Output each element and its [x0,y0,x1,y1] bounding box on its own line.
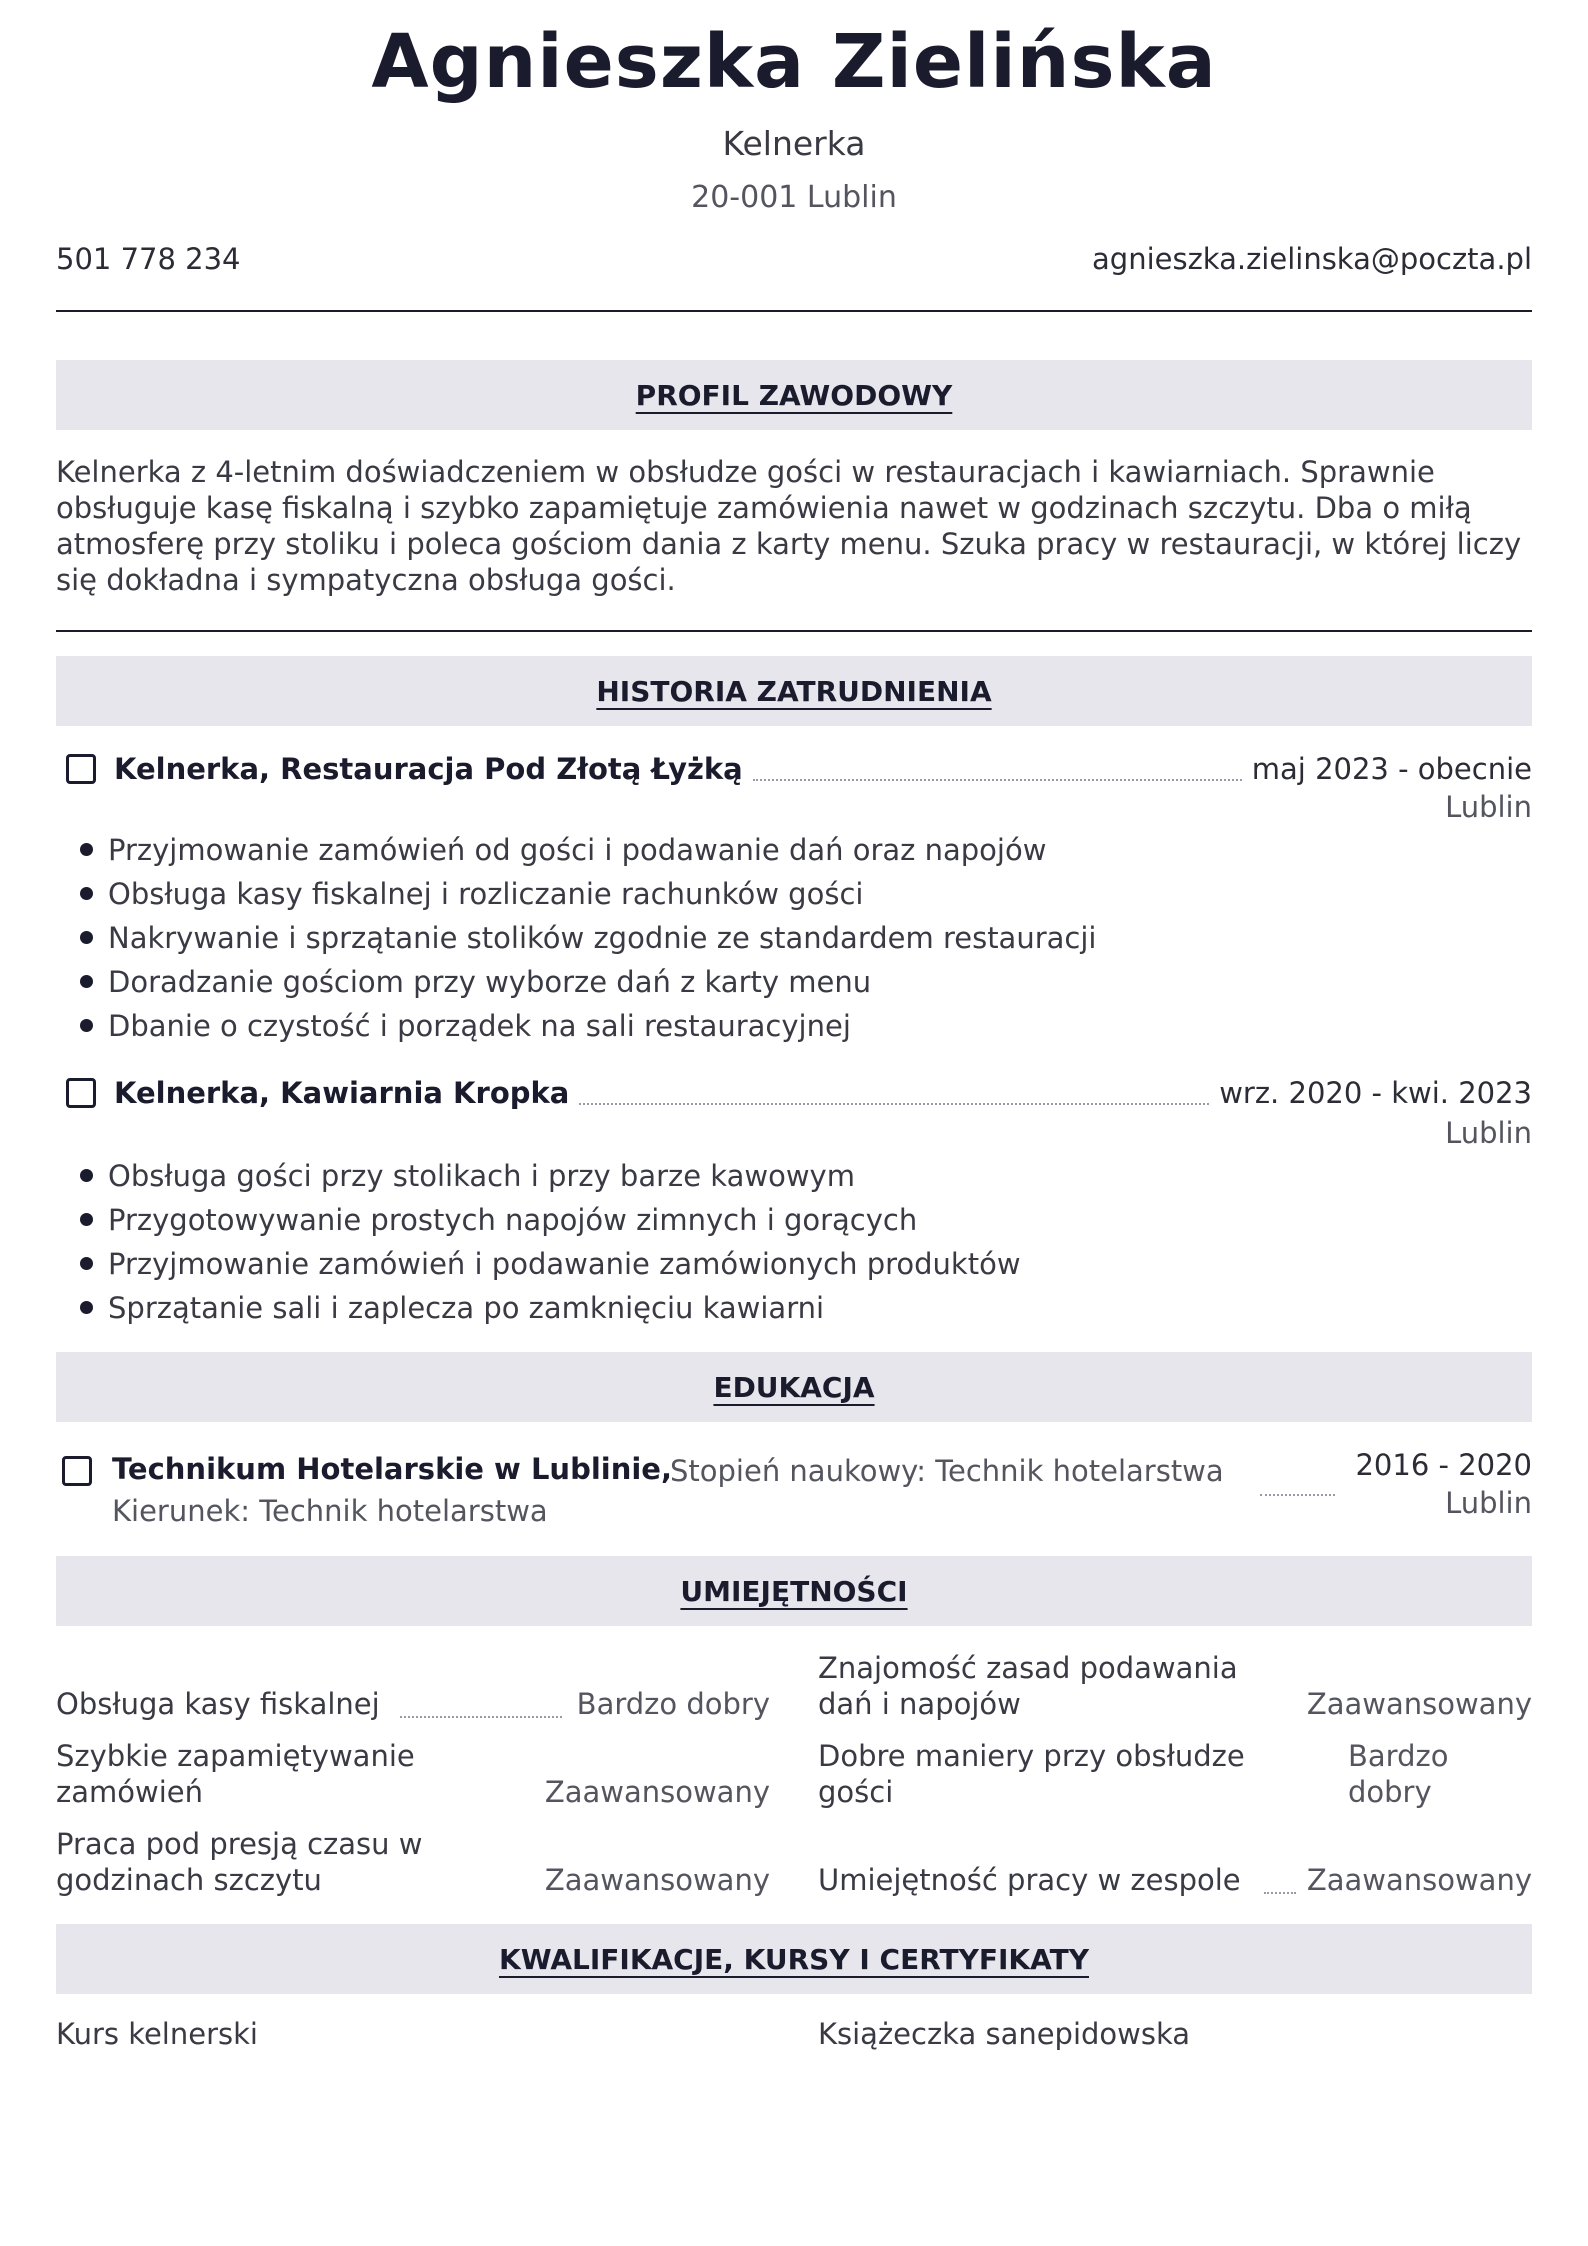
candidate-phone: 501 778 234 [56,242,241,276]
job-entry-2 [56,1076,1532,1110]
skill-level: Zaawansowany [544,1775,770,1809]
skill-name: Umiejętność pracy w zespole [818,1863,1241,1897]
skill-level: Zaawansowany [544,1863,770,1897]
list-item: Przyjmowanie zamówień od gości i podawanie dań oraz napojów [76,828,1096,872]
education-field: Kierunek: Technik hotelarstwa [112,1494,548,1528]
job-duties-1 [76,828,1096,1048]
section-header-skills [56,1556,1532,1626]
job-city: Lublin [1445,790,1532,824]
skill-level: Bardzo dobry [1348,1739,1449,1809]
checkbox-icon [66,1078,96,1108]
dotted-leader [753,757,1242,781]
list-item: Przyjmowanie zamówień i podawanie zamówionych produktów [76,1242,1021,1286]
section-title-skills: UMIEJĘTNOŚCI [680,1574,908,1608]
cert-item: Książeczka sanepidowska [818,2017,1191,2051]
skill-name: Znajomość zasad podawania dań i napojów [818,1651,1238,1721]
job-title: Kelnerka, Restauracja Pod Złotą Łyżką [114,752,743,786]
skill-name: Szybkie zapamiętywanie zamówień [56,1739,415,1809]
list-item: Doradzanie gościom przy wyborze dań z karty menu [76,960,1096,1004]
header-divider [56,310,1532,312]
profile-divider [56,630,1532,632]
section-title-certs: KWALIFIKACJE, KURSY I CERTYFIKATY [499,1942,1089,1976]
section-header-history [56,656,1532,726]
job-city: Lublin [1445,1116,1532,1150]
cert-item: Kurs kelnerski [56,2017,258,2051]
job-entry-1 [56,752,1532,786]
education-dates: 2016 - 2020 [1355,1448,1532,1482]
job-dates: maj 2023 - obecnie [1251,752,1532,786]
education-school: Technikum Hotelarskie w Lublinie, [112,1452,672,1486]
dotted-leader [1260,1492,1335,1496]
skill-level: Zaawansowany [1306,1687,1532,1721]
checkbox-icon [66,754,96,784]
list-item: Obsługa gości przy stolikach i przy barze kawowym [76,1154,1021,1198]
dotted-leader [1264,1890,1296,1894]
candidate-name: Agnieszka Zielińska [371,19,1217,105]
section-title-history: HISTORIA ZATRUDNIENIA [596,674,992,708]
profile-summary: Kelnerka z 4-letnim doświadczeniem w obsłudze gości w restauracjach i kawiarniach. Sprawnie obsługuje kasę fiskalną i szybko zapamiętuje zamówienia nawet w godzinach szczytu. Dba o miłą atmosferę przy stoliku i poleca gościom dania z karty menu. Szuka pracy w restauracji, w której liczy się dokładna i sympatyczna obsługa gości. [56,455,1522,597]
list-item: Dbanie o czystość i porządek na sali restauracyjnej [76,1004,1096,1048]
job-title: Kelnerka, Kawiarnia Kropka [114,1076,570,1110]
section-title-profile: PROFIL ZAWODOWY [635,378,953,412]
candidate-email: agnieszka.zielinska@poczta.pl [1092,242,1532,276]
dotted-leader [400,1714,562,1718]
skill-name: Praca pod presją czasu w godzinach szczytu [56,1827,423,1897]
dotted-leader [579,1081,1209,1105]
section-header-profile [56,360,1532,430]
list-item: Nakrywanie i sprzątanie stolików zgodnie ze standardem restauracji [76,916,1096,960]
list-item: Sprzątanie sali i zaplecza po zamknięciu kawiarni [76,1286,1021,1330]
checkbox-icon [62,1456,92,1486]
job-dates: wrz. 2020 - kwi. 2023 [1219,1076,1532,1110]
skill-name: Obsługa kasy fiskalnej [56,1687,380,1721]
education-city: Lublin [1445,1486,1532,1520]
section-header-certs [56,1924,1532,1994]
skill-name: Dobre maniery przy obsłudze gości [818,1739,1245,1809]
list-item: Obsługa kasy fiskalnej i rozliczanie rachunków gości [76,872,1096,916]
list-item: Przygotowywanie prostych napojów zimnych i gorących [76,1198,1021,1242]
skill-level: Zaawansowany [1306,1863,1532,1897]
section-header-education [56,1352,1532,1422]
candidate-title: Kelnerka [722,124,866,163]
education-degree: Stopień naukowy: Technik hotelarstwa [670,1454,1224,1488]
job-duties-2 [76,1154,1021,1330]
candidate-address: 20-001 Lublin [691,180,897,215]
skill-level: Bardzo dobry [576,1687,770,1721]
section-title-education: EDUKACJA [713,1370,875,1404]
